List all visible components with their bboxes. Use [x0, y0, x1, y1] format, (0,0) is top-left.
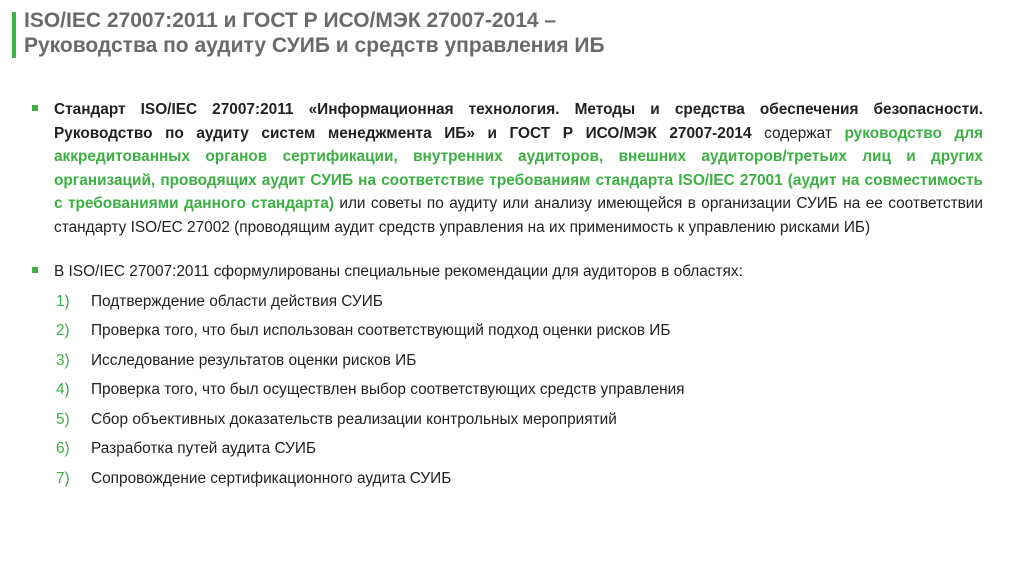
- recommendations-list: [28, 287, 983, 494]
- bullet-recommendations: [28, 260, 983, 284]
- slide-title: [24, 8, 984, 58]
- list-item-text: Проверка того, что был осуществлен выбор соответствующих средств управления: [91, 381, 685, 399]
- list-item: [56, 375, 983, 405]
- list-item: [56, 434, 983, 464]
- bullet-marker-icon: [32, 267, 38, 273]
- recommendations-intro: В ISO/IEC 27007:2011 сформулированы специальные рекомендации для аудиторов в областях:: [54, 263, 743, 280]
- list-item-text: Исследование результатов оценки рисков ИБ: [91, 351, 417, 369]
- list-item-number: 4): [56, 381, 70, 399]
- list-item-text: Подтверждение области действия СУИБ: [91, 292, 383, 310]
- standard-guidance-highlight: руководство для аккредитованных органов сертификации, внутренних аудиторов, внешних аудиторов/третьих лиц и других организаций, проводящих аудит СУИБ на соответствие требованиям стандарта ISO/IEC 27001 (аудит на совместимость с требованиями данного стандарта): [54, 124, 983, 212]
- list-item-number: 5): [56, 410, 70, 428]
- list-item-text: Сопровождение сертификационного аудита СУИБ: [91, 470, 452, 488]
- standard-text-contains: содержат: [751, 124, 845, 142]
- list-item-text: Разработка путей аудита СУИБ: [91, 440, 317, 458]
- list-item: [56, 346, 983, 376]
- list-item-text: Сбор объективных доказательств реализации контрольных мероприятий: [91, 410, 617, 428]
- list-item: [56, 405, 983, 435]
- list-item-number: 7): [56, 470, 70, 488]
- list-item-number: 6): [56, 440, 70, 458]
- standard-name-bold: Стандарт ISO/IEC 27007:2011 «Информационная технология. Методы и средства обеспечения безопасности. Руководство по аудиту систем менеджмента ИБ» и ГОСТ Р ИСО/МЭК 27007-2014: [54, 101, 983, 142]
- list-item: [56, 316, 983, 346]
- list-item-number: 1): [56, 292, 70, 310]
- list-item: [56, 464, 983, 494]
- slide-title-line-1: ISO/IEC 27007:2011 и ГОСТ Р ИСО/МЭК 27007-2014 –: [24, 9, 557, 32]
- title-accent-bar: [12, 12, 16, 58]
- slide-body: [28, 98, 983, 494]
- bullet-marker-icon: [32, 105, 38, 111]
- list-item: [56, 287, 983, 317]
- list-item-number: 3): [56, 351, 70, 369]
- list-item-number: 2): [56, 322, 70, 340]
- bullet-standard-description: [28, 98, 983, 239]
- list-item-text: Проверка того, что был использован соответствующий подход оценки рисков ИБ: [91, 322, 671, 340]
- standard-text-advice: или советы по аудиту или анализу имеющейся в организации СУИБ на ее соответствии стандарту ISO/EC 27002 (проводящим аудит средств управления на их применимость к управлению рисками ИБ): [54, 195, 983, 236]
- slide-title-line-2: Руководства по аудиту СУИБ и средств управления ИБ: [24, 34, 605, 57]
